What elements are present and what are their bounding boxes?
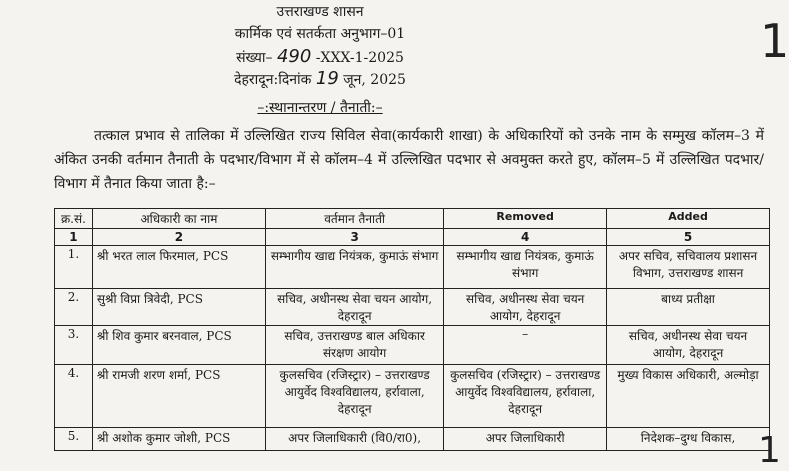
cell-current: सचिव, अधीनस्थ सेवा चयन आयोग, देहरादून bbox=[266, 289, 444, 326]
order-suffix: -XXX-1-2025 bbox=[315, 50, 404, 66]
cell-sn: 5. bbox=[55, 428, 93, 451]
govt-title: उत्तराखण्ड शासन bbox=[276, 4, 364, 20]
cell-name: श्री रामजी शरण शर्मा, PCS bbox=[92, 365, 265, 428]
cell-sn: 4. bbox=[55, 365, 93, 428]
cell-added: अपर सचिव, सचिवालय प्रशासन विभाग, उत्तराखण्ड शासन bbox=[607, 246, 770, 289]
cell-name: सुश्री विप्रा त्रिवेदी, PCS bbox=[92, 289, 265, 326]
cell-added: मुख्य विकास अधिकारी, अल्मोड़ा bbox=[607, 365, 770, 428]
header-removed: Removed bbox=[444, 209, 607, 229]
cell-sn: 2. bbox=[55, 289, 93, 326]
table-row bbox=[55, 365, 770, 428]
cell-removed: कुलसचिव (रजिस्ट्रार) – उत्तराखण्ड आयुर्वेद विश्वविद्यालय, हर्रावाला, देहरादून bbox=[444, 365, 607, 428]
col-num: 1 bbox=[55, 229, 93, 246]
cell-removed: सचिव, अधीनस्थ सेवा चयन आयोग, देहरादून bbox=[444, 289, 607, 326]
date-line bbox=[0, 68, 640, 89]
date-suffix: जून, 2025 bbox=[343, 72, 406, 88]
table-header-row bbox=[55, 209, 770, 229]
table-row bbox=[55, 246, 770, 289]
cell-current: कुलसचिव (रजिस्ट्रार) – उत्तराखण्ड आयुर्वेद विश्वविद्यालय, हर्रावाला, देहरादून bbox=[266, 365, 444, 428]
cell-sn: 1. bbox=[55, 246, 93, 289]
cell-current: अपर जिलाधिकारी (वि0/रा0), bbox=[266, 428, 444, 451]
header-name: अधिकारी का नाम bbox=[92, 209, 265, 229]
cell-sn: 3. bbox=[55, 326, 93, 365]
subject-heading: –:स्थानान्तरण / तैनाती:– bbox=[257, 100, 383, 116]
cell-current: सम्भागीय खाद्य नियंत्रक, कुमाऊं संभाग bbox=[266, 246, 444, 289]
table-row bbox=[55, 428, 770, 451]
department-title: कार्मिक एवं सतर्कता अनुभाग–01 bbox=[234, 26, 406, 42]
col-num: 4 bbox=[444, 229, 607, 246]
order-number-line bbox=[0, 46, 640, 67]
page-edge-mark-bottom: 1 bbox=[758, 430, 781, 471]
order-number-handwritten: 490 bbox=[276, 46, 312, 67]
table-row bbox=[55, 326, 770, 365]
header-added: Added bbox=[607, 209, 770, 229]
date-prefix: देहरादून:दिनांक bbox=[234, 72, 312, 88]
cell-name: श्री शिव कुमार बरनवाल, PCS bbox=[92, 326, 265, 365]
cell-current: सचिव, उत्तराखण्ड बाल अधिकार संरक्षण आयोग bbox=[266, 326, 444, 365]
cell-removed: अपर जिलाधिकारी bbox=[444, 428, 607, 451]
column-number-row bbox=[55, 229, 770, 246]
order-paragraph bbox=[54, 124, 764, 196]
header-sn: क्र.सं. bbox=[55, 209, 93, 229]
col-num: 3 bbox=[266, 229, 444, 246]
cell-name: श्री भरत लाल फिरमाल, PCS bbox=[92, 246, 265, 289]
header-current: वर्तमान तैनाती bbox=[266, 209, 444, 229]
cell-removed: – bbox=[444, 326, 607, 365]
transfer-table bbox=[54, 208, 770, 451]
col-num: 2 bbox=[92, 229, 265, 246]
cell-added: बाध्य प्रतीक्षा bbox=[607, 289, 770, 326]
cell-added: सचिव, अधीनस्थ सेवा चयन आयोग, देहरादून bbox=[607, 326, 770, 365]
col-num: 5 bbox=[607, 229, 770, 246]
table-row bbox=[55, 289, 770, 326]
date-day-handwritten: 19 bbox=[315, 68, 339, 89]
cell-name: श्री अशोक कुमार जोशी, PCS bbox=[92, 428, 265, 451]
order-paragraph-text: तत्काल प्रभाव से तालिका में उल्लिखित राज्य सिविल सेवा(कार्यकारी शाखा) के अधिकारियों को उनके नाम के सम्मुख कॉलम–3 में अंकित उनकी वर्तमान तैनाती के पदभार/विभाग में से कॉलम–4 में उल्लिखित पदभार से अवमुक्त करते हुए, कॉलम–5 में उल्लिखित पदभार/विभाग में तैनात किया जाता है:– bbox=[54, 128, 764, 192]
cell-added: निदेशक–दुग्ध विकास, bbox=[607, 428, 770, 451]
order-prefix: संख्या– bbox=[236, 50, 273, 66]
page-edge-mark: 1 bbox=[760, 14, 789, 68]
cell-removed: सम्भागीय खाद्य नियंत्रक, कुमाऊं संभाग bbox=[444, 246, 607, 289]
